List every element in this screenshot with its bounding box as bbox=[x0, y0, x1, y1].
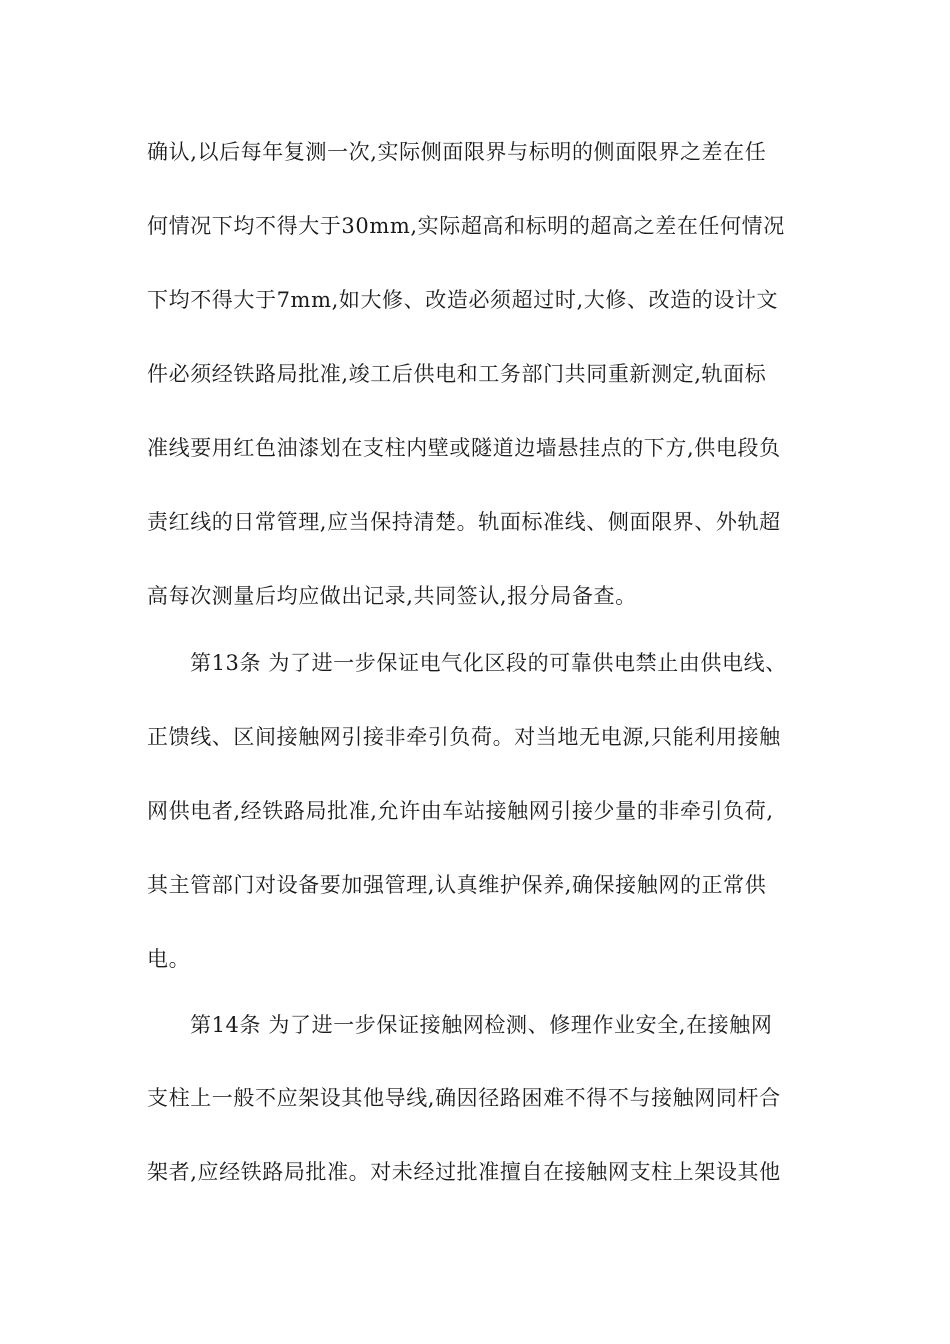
text-line: 准线要用红色油漆划在支柱内壁或隧道边墙悬挂点的下方,供电段负 bbox=[147, 436, 781, 460]
text-line: 责红线的日常管理,应当保持清楚。轨面标准线、侧面限界、外轨超 bbox=[147, 510, 781, 534]
article-13-heading-line: 第13条 为了进一步保证电气化区段的可靠供电禁止由供电线、 bbox=[190, 651, 787, 675]
text-line: 确认,以后每年复测一次,实际侧面限界与标明的侧面限界之差在任 bbox=[147, 140, 767, 164]
text-line: 支柱上一般不应架设其他导线,确因径路困难不得不与接触网同杆合 bbox=[147, 1086, 781, 1110]
text-line: 其主管部门对设备要加强管理,认真维护保养,确保接触网的正常供 bbox=[147, 873, 767, 897]
text-line: 正馈线、区间接触网引接非牵引负荷。对当地无电源,只能利用接触 bbox=[147, 725, 781, 749]
text-line: 网供电者,经铁路局批准,允许由车站接触网引接少量的非牵引负荷, bbox=[147, 799, 774, 823]
text-line: 下均不得大于7mm,如大修、改造必须超过时,大修、改造的设计文 bbox=[147, 288, 779, 312]
text-line: 高每次测量后均应做出记录,共同签认,报分局备查。 bbox=[147, 584, 637, 608]
text-line: 架者,应经铁路局批准。对未经过批准擅自在接触网支柱上架设其他 bbox=[147, 1160, 781, 1184]
text-line: 件必须经铁路局批准,竣工后供电和工务部门共同重新测定,轨面标 bbox=[147, 362, 767, 386]
text-line: 电。 bbox=[147, 947, 191, 971]
article-14-heading-line: 第14条 为了进一步保证接触网检测、修理作业安全,在接触网 bbox=[190, 1013, 773, 1037]
text-line: 何情况下均不得大于30mm,实际超高和标明的超高之差在任何情况 bbox=[147, 214, 785, 238]
